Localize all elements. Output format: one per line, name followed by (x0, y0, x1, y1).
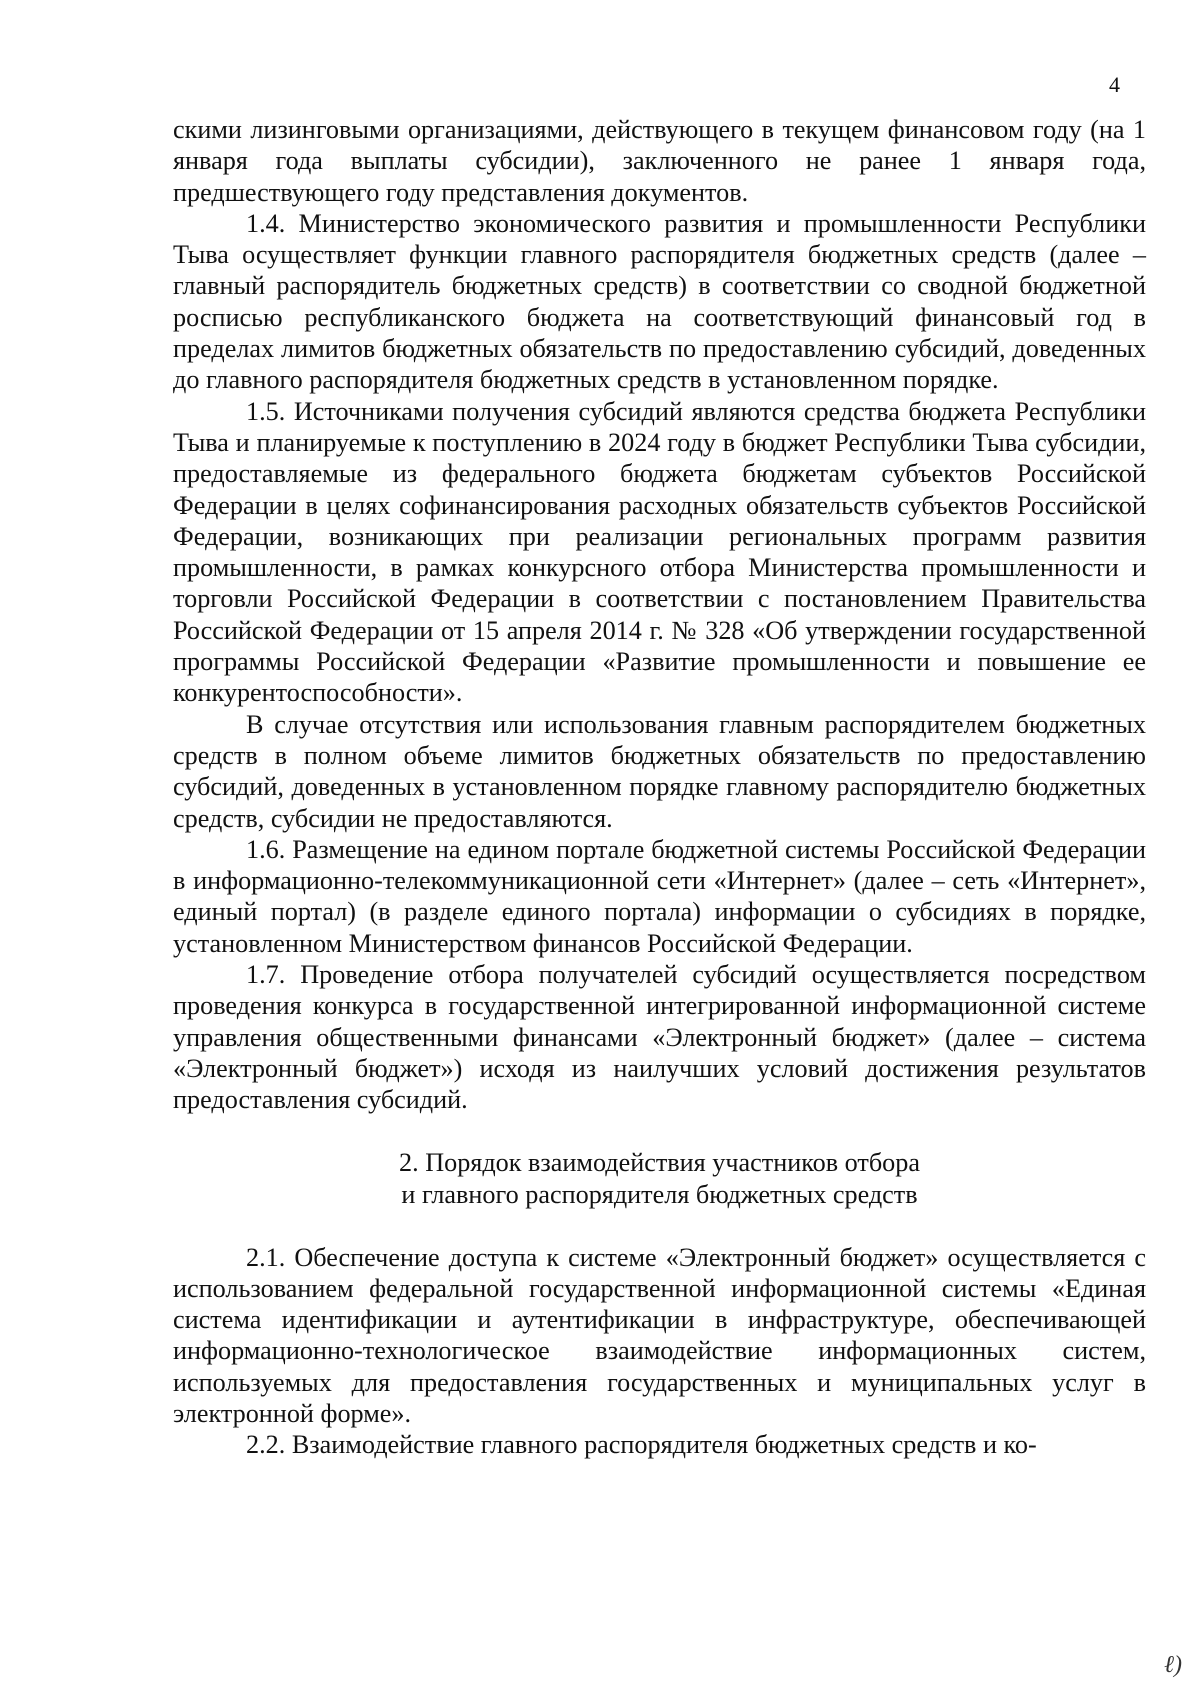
paragraph-1-5: 1.5. Источниками получения субсидий являются средства бюджета Республики Тыва и планируемые к поступлению в 2024 году в бюджет Республики Тыва субсидии, предоставляемые из федерального бюджета бюджетам субъектов Российской Федерации в целях софинансирования расходных обязательств субъектов Российской Федерации, возникающих при реализации региональных программ развития промышленности, в рамках конкурсного отбора Министерства промышленности и торговли Российской Федерации в соответствии с постановлением Правительства Российской Федерации от 15 апреля 2014 г. № 328 «Об утверждении государственной программы Российской Федерации «Развитие промышленности и повышение ее конкурентоспособности». (173, 396, 1146, 708)
paragraph-2-1: 2.1. Обеспечение доступа к системе «Электронный бюджет» осуществляется с использованием федеральной государственной информационной системы «Единая система идентификации и аутентификации в инфраструктуре, обеспечивающей информационно-технологическое взаимодействие информационных систем, используемых для предоставления государственных и муниципальных услуг в электронной форме». (173, 1242, 1146, 1428)
paragraph-1-4: 1.4. Министерство экономического развития и промышленности Республики Тыва осуществляет функции главного распорядителя бюджетных средств (далее – главный распорядитель бюджетных средств) в соответствии со сводной бюджетной росписью республиканского бюджета на соответствующий финансовый год в пределах лимитов бюджетных обязательств по предоставлению субсидий, доведенных до главного распорядителя бюджетных средств в установленном порядке. (173, 208, 1146, 395)
paragraph-1-5-continued: В случае отсутствия или использования главным распорядителем бюджетных средств в полном объеме лимитов бюджетных обязательств по предоставлению субсидий, доведенных в установленном порядке главному распорядителю бюджетных средств, субсидии не предоставляются. (173, 709, 1146, 833)
section-heading-line-1: 2. Порядок взаимодействия участников отбора (399, 1147, 920, 1177)
paragraph-continuation: скими лизинговыми организациями, действующего в текущем финансовом году (на 1 января года выплаты субсидии), заключенного не ранее 1 января года, предшествующего году представления документов. (173, 115, 1146, 207)
paragraph-2-2: 2.2. Взаимодействие главного распорядителя бюджетных средств и ко- (246, 1430, 1037, 1460)
paragraph-1-7: 1.7. Проведение отбора получателей субсидий осуществляется посредством проведения конкурса в государственной интегрированной информационной системе управления общественными финансами «Электронный бюджет» (далее – система «Электронный бюджет») исходя из наилучших условий достижения результатов предоставления субсидий. (173, 960, 1146, 1115)
section-heading-line-2: и главного распорядителя бюджетных средств (401, 1179, 918, 1209)
document-body (173, 114, 1146, 1461)
paragraph-1-6: 1.6. Размещение на едином портале бюджетной системы Российской Федерации в информационно-телекоммуникационной сети «Интернет» (далее – сеть «Интернет», единый портал) (в разделе единого портала) информации о субсидиях в порядке, установленном Министерством финансов Российской Федерации. (173, 834, 1146, 958)
section-2-heading (173, 1147, 1146, 1211)
corner-scan-mark: ℓ) (1164, 1652, 1182, 1678)
page-number: 4 (1109, 72, 1120, 97)
